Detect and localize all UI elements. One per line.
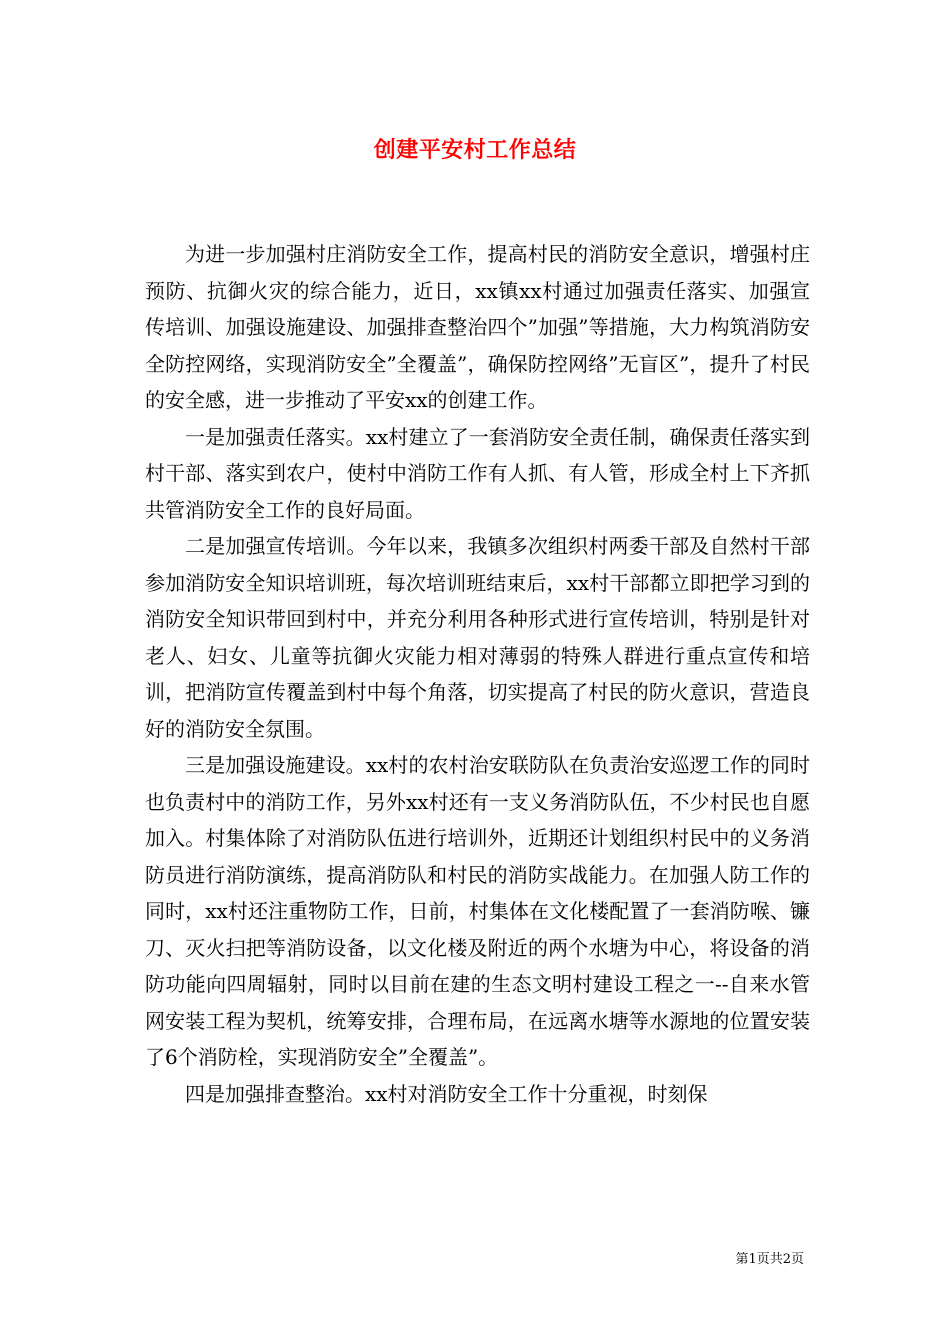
paragraph-inspection: 四是加强排查整治。xx村对消防安全工作十分重视，时刻保: [185, 1081, 708, 1106]
document-title: 创建平安村工作总结: [373, 137, 577, 163]
paragraph-responsibility: 一是加强责任落实。xx村建立了一套消防安全责任制，确保责任落实到村干部、落实到农户，使村中消防工作有人抓、有人管，形成全村上下齐抓共管消防安全工作的良好局面。: [145, 424, 810, 522]
paragraph-training: 二是加强宣传培训。今年以来，我镇多次组织村两委干部及自然村干部参加消防安全知识培训班，每次培训班结束后，xx村干部都立即把学习到的消防安全知识带回到村中，并充分利用各种形式进行宣传培训，特别是针对老人、妇女、儿童等抗御火灾能力相对薄弱的特殊人群进行重点宣传和培训，把消防宣传覆盖到村中每个角落，切实提高了村民的防火意识，营造良好的消防安全氛围。: [145, 534, 810, 741]
page-number: 第1页共2页: [735, 1252, 804, 1267]
document-body: [145, 236, 810, 1112]
paragraph-facilities: 三是加强设施建设。xx村的农村治安联防队在负责治安巡逻工作的同时也负责村中的消防工作，另外xx村还有一支义务消防队伍，不少村民也自愿加入。村集体除了对消防队伍进行培训外，近期还计划组织村民中的义务消防员进行消防演练，提高消防队和村民的消防实战能力。在加强人防工作的同时，xx村还注重物防工作，日前，村集体在文化楼配置了一套消防喉、镰刀、灭火扫把等消防设备，以文化楼及附近的两个水塘为中心，将设备的消防功能向四周辐射，同时以目前在建的生态文明村建设工程之一--自来水管网安装工程为契机，统筹安排，合理布局，在远离水塘等水源地的位置安装了6个消防栓，实现消防安全”全覆盖”。: [145, 753, 810, 1069]
paragraph-intro: 为进一步加强村庄消防安全工作，提高村民的消防安全意识，增强村庄预防、抗御火灾的综合能力，近日，xx镇xx村通过加强责任落实、加强宣传培训、加强设施建设、加强排查整治四个”加强”等措施，大力构筑消防安全防控网络，实现消防安全”全覆盖”，确保防控网络”无盲区”，提升了村民的安全感，进一步推动了平安xx的创建工作。: [145, 242, 810, 412]
